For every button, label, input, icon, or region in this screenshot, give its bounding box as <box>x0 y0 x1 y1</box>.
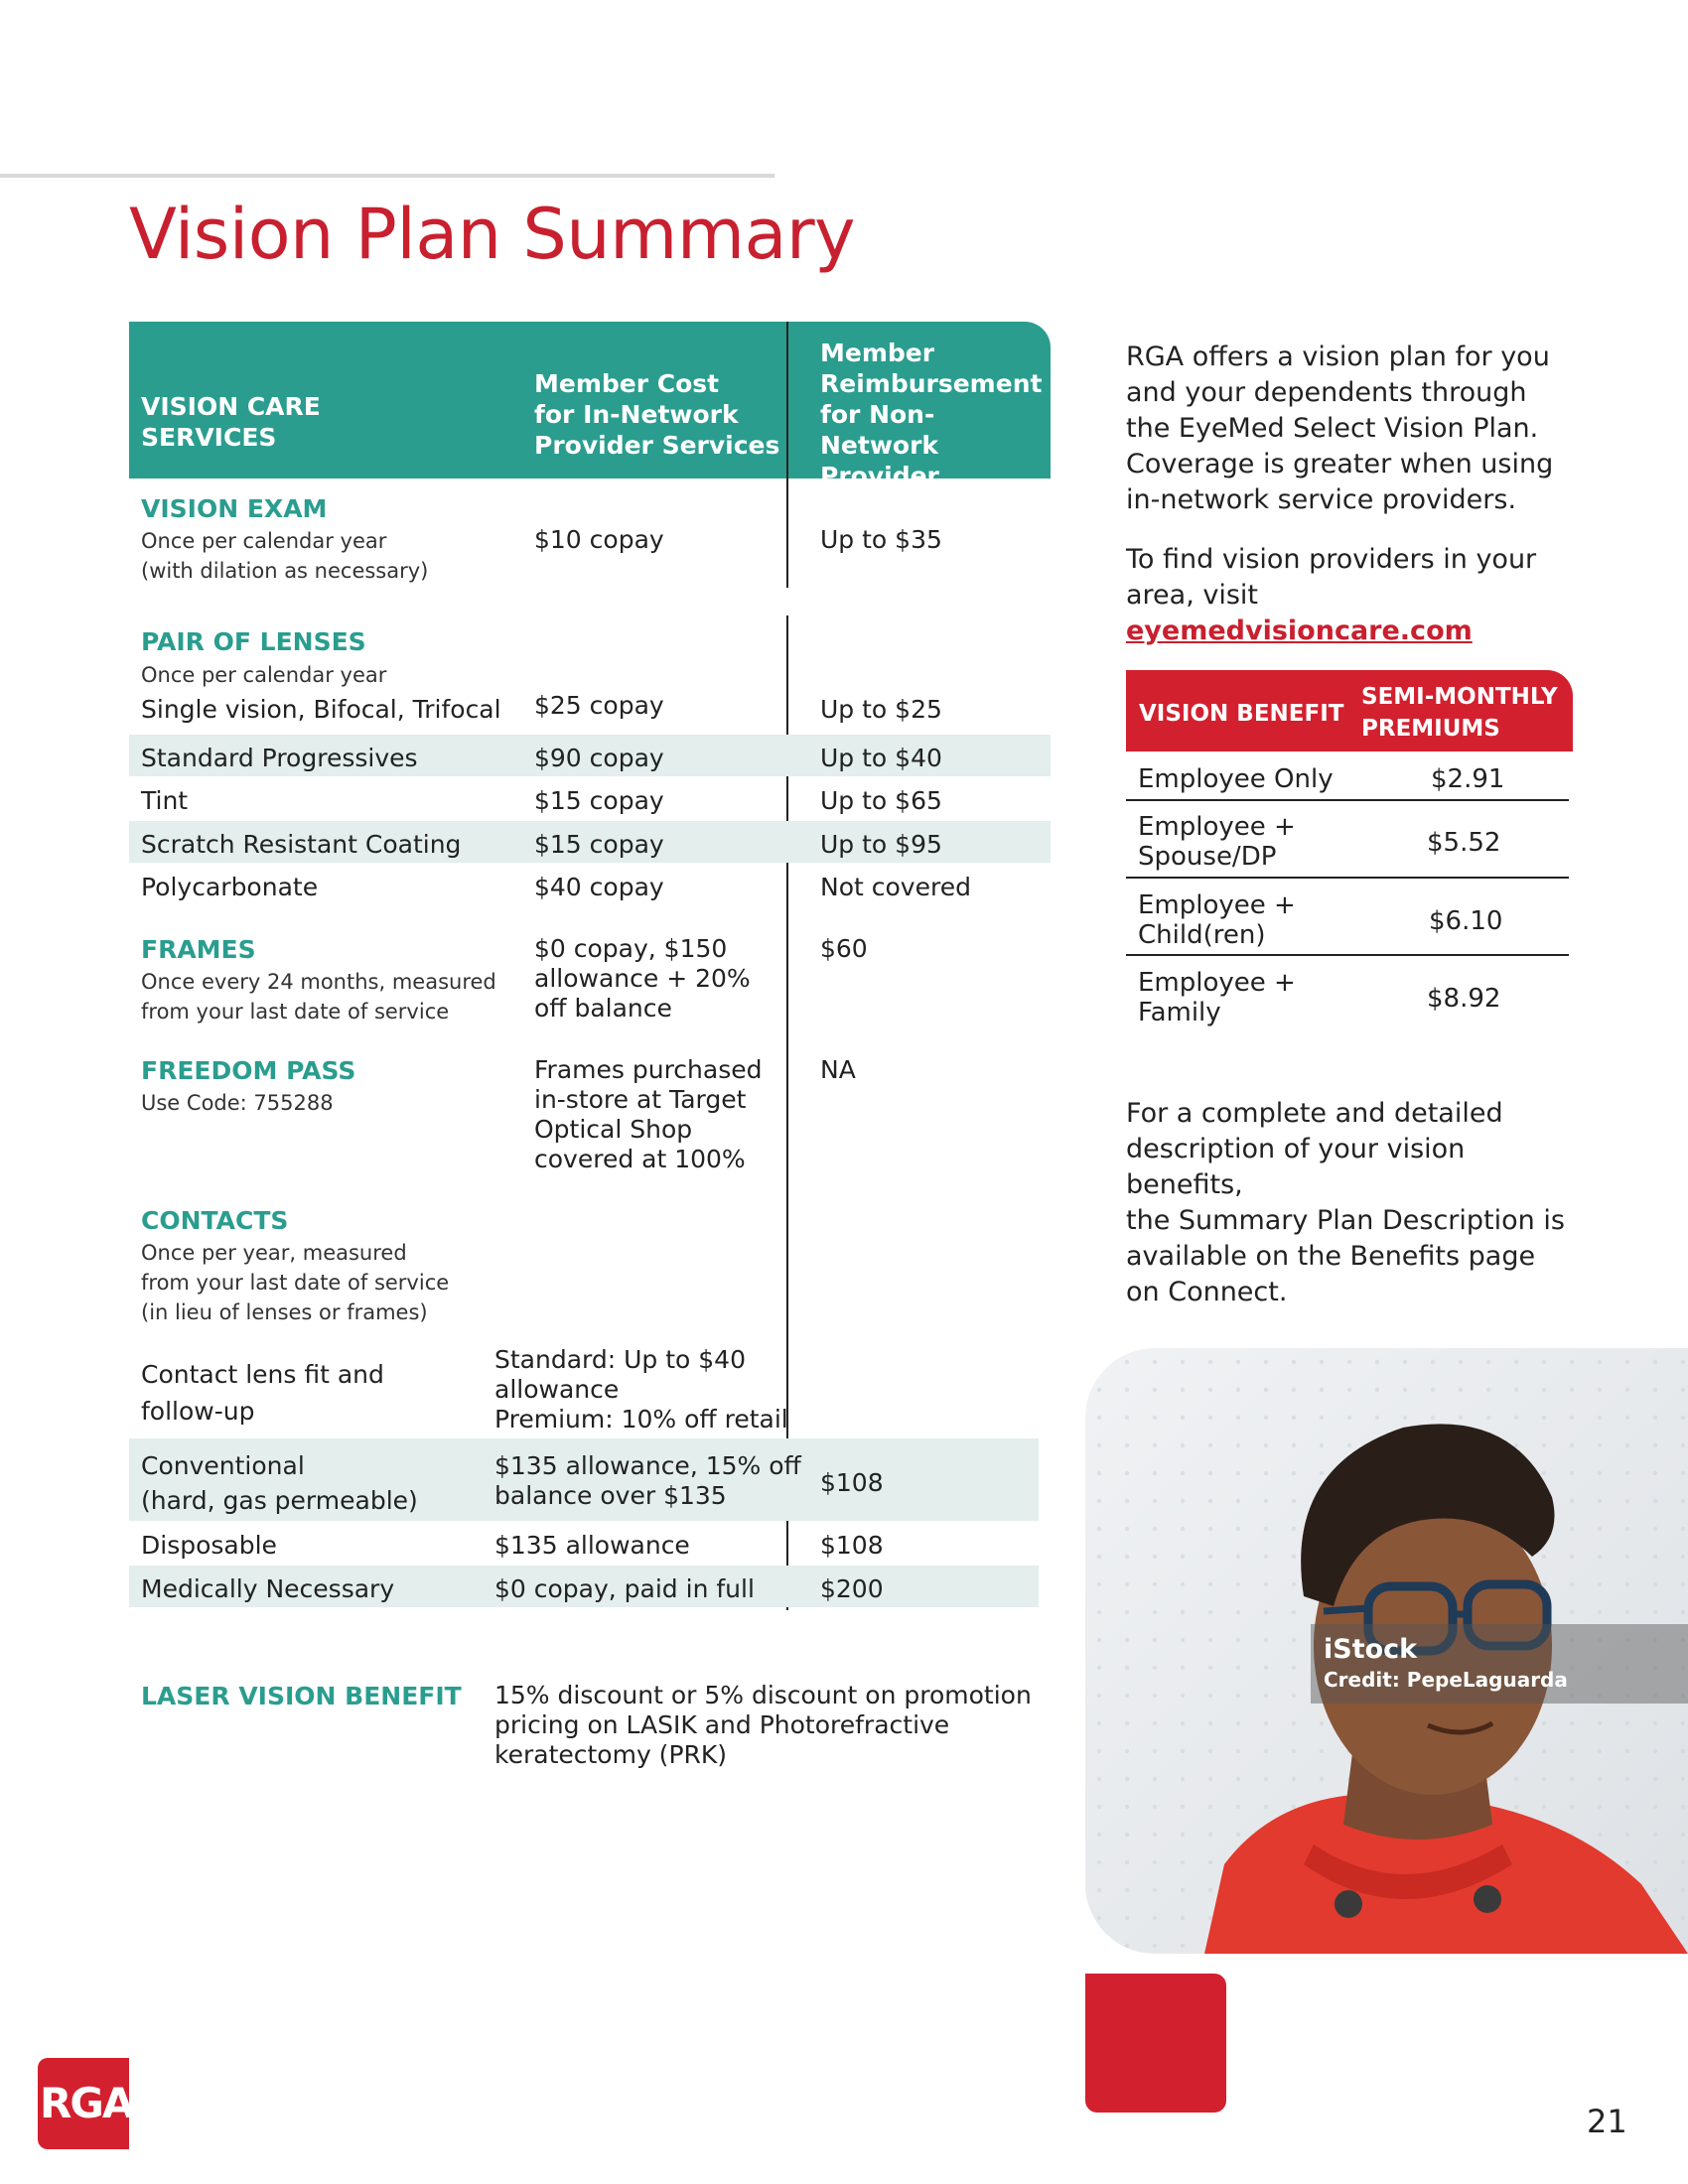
non-network-value: Up to $35 <box>820 525 942 554</box>
service-label: Tint <box>141 786 189 815</box>
premium-value: $6.10 <box>1429 906 1503 936</box>
section-laser: LASER VISION BENEFIT <box>141 1682 462 1710</box>
section-note: Once per calendar year <box>141 529 387 553</box>
in-network-value: $135 allowance <box>494 1531 690 1560</box>
non-network-value: $60 <box>820 934 868 963</box>
service-label: Conventional (hard, gas permeable) <box>141 1451 418 1515</box>
section-note: Use Code: 755288 <box>141 1091 334 1115</box>
in-network-value: Frames purchased in-store at Target Optical Shop covered at 100% <box>534 1055 763 1173</box>
premium-value: $5.52 <box>1427 828 1501 858</box>
in-network-value: $15 copay <box>534 830 664 859</box>
in-network-value: $0 copay, $150 allowance + 20% off balance <box>534 934 751 1023</box>
service-label: Disposable <box>141 1531 277 1560</box>
premiums-table-header <box>1126 670 1573 751</box>
watermark-credit: Credit: PepeLaguarda <box>1324 1668 1568 1692</box>
service-label: Polycarbonate <box>141 873 319 901</box>
non-network-value: Not covered <box>820 873 971 901</box>
provider-link[interactable]: eyemedvisioncare.com <box>1126 615 1473 646</box>
intro-paragraph: RGA offers a vision plan for you and your dependents through the EyeMed Select Vision Plan. Coverage is greater when using in-network service providers. <box>1126 341 1554 515</box>
section-contacts: CONTACTS <box>141 1206 289 1235</box>
header-in-network: Member Cost for In-Network Provider Services <box>534 369 780 460</box>
service-label: Medically Necessary <box>141 1574 395 1603</box>
top-rule <box>0 174 774 178</box>
row-divider <box>1126 954 1569 956</box>
service-label: Scratch Resistant Coating <box>141 830 462 859</box>
section-note: (in lieu of lenses or frames) <box>141 1300 428 1324</box>
section-vision-exam: VISION EXAM <box>141 494 328 523</box>
service-label: Single vision, Bifocal, Trifocal <box>141 695 501 724</box>
in-network-value: Standard: Up to $40 allowance Premium: 10% off retail <box>494 1345 788 1433</box>
non-network-value: NA <box>820 1055 856 1084</box>
in-network-value: $90 copay <box>534 744 664 772</box>
laser-description: 15% discount or 5% discount on promotion pricing on LASIK and Photorefractive keratectomy (PRK) <box>494 1681 1032 1769</box>
outro-paragraph: For a complete and detailed description of your vision benefits, the Summary Plan Description is available on the Benefits page on Connect. <box>1126 1098 1565 1307</box>
page-title: Vision Plan Summary <box>129 194 856 275</box>
non-network-value: Up to $65 <box>820 786 942 815</box>
service-label: Standard Progressives <box>141 744 418 772</box>
section-note: (with dilation as necessary) <box>141 559 429 583</box>
in-network-value: $10 copay <box>534 525 664 554</box>
benefit-label: Employee + Family <box>1138 968 1296 1027</box>
non-network-value: Up to $95 <box>820 830 942 859</box>
provider-paragraph: To find vision providers in your area, visit eyemedvisioncare.com <box>1126 544 1537 646</box>
non-network-value: $200 <box>820 1574 884 1603</box>
section-note: from your last date of service <box>141 1000 450 1024</box>
header-premiums: SEMI-MONTHLY PREMIUMS <box>1361 684 1558 742</box>
page-number: 21 <box>1587 2103 1627 2140</box>
header-services: VISION CARE SERVICES <box>141 392 321 452</box>
benefit-label: Employee + Spouse/DP <box>1138 812 1296 872</box>
section-note: Once every 24 months, measured <box>141 970 496 994</box>
non-network-value: $108 <box>820 1468 884 1497</box>
in-network-value: $25 copay <box>534 691 664 720</box>
non-network-value: $108 <box>820 1531 884 1560</box>
in-network-value: $40 copay <box>534 873 664 901</box>
service-label: Contact lens fit and follow-up <box>141 1360 384 1426</box>
section-note: Once per year, measured <box>141 1241 407 1265</box>
premium-value: $8.92 <box>1427 984 1501 1014</box>
non-network-value: Up to $25 <box>820 695 942 724</box>
in-network-value: $15 copay <box>534 786 664 815</box>
header-non-network: Member Reimbursement for Non-Network Provider Services <box>820 339 1043 521</box>
section-note: from your last date of service <box>141 1271 450 1295</box>
header-benefit: VISION BENEFIT <box>1139 701 1344 727</box>
rga-logo: RGA <box>38 2058 129 2149</box>
decorative-red-block <box>1085 1974 1226 2113</box>
in-network-value: $135 allowance, 15% off balance over $135 <box>494 1451 801 1510</box>
watermark-brand: iStock <box>1324 1634 1418 1665</box>
portrait-photo <box>1085 1348 1688 1954</box>
section-frames: FRAMES <box>141 935 256 964</box>
row-divider <box>1126 799 1569 801</box>
section-lenses: PAIR OF LENSES <box>141 627 366 656</box>
benefit-label: Employee + Child(ren) <box>1138 890 1296 950</box>
in-network-value: $0 copay, paid in full <box>494 1574 755 1603</box>
premium-value: $2.91 <box>1431 764 1505 794</box>
benefit-label: Employee Only <box>1138 764 1334 794</box>
column-divider <box>786 322 788 588</box>
row-divider <box>1126 877 1569 879</box>
section-note: Once per calendar year <box>141 663 387 687</box>
non-network-value: Up to $40 <box>820 744 942 772</box>
section-freedom-pass: FREEDOM PASS <box>141 1056 356 1085</box>
